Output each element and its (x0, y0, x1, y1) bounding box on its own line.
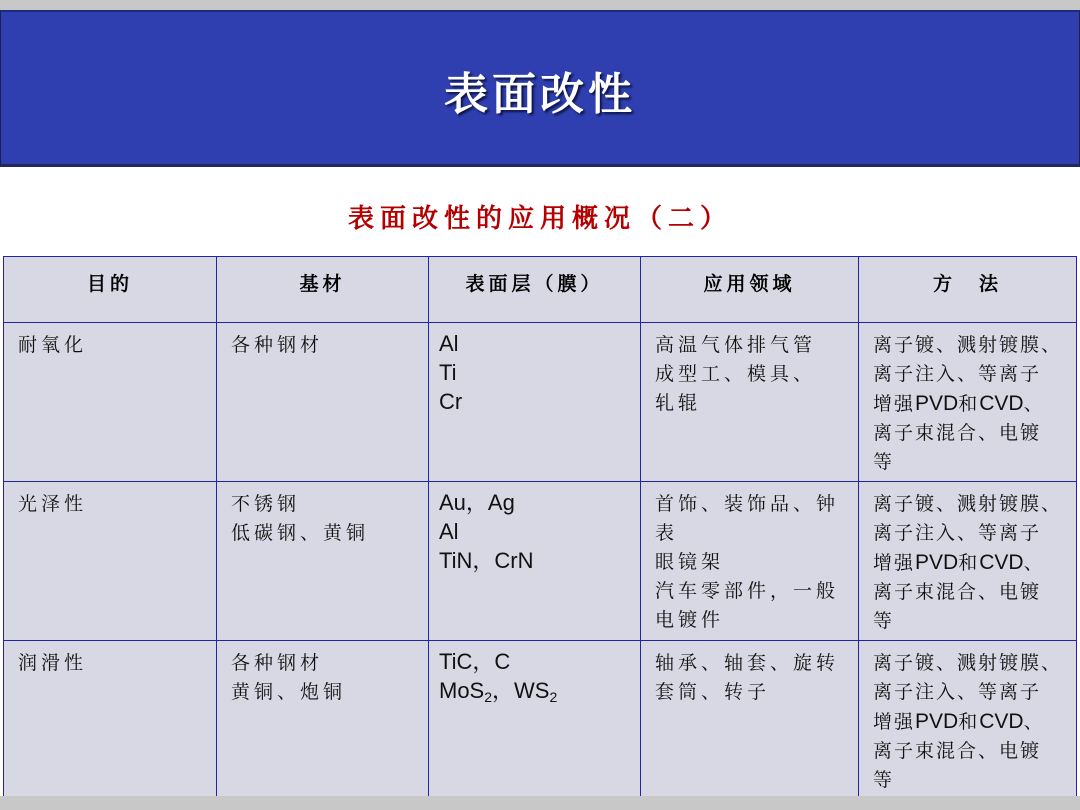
method-cvd: CVD (979, 551, 1024, 574)
application-line: 成型工、模具、 (655, 363, 817, 385)
header-application: 应用领域 (641, 257, 859, 323)
method-text: 、 (1023, 393, 1045, 415)
method-line: 离子束混合、电镀 (873, 740, 1042, 762)
cell-surface-layer (429, 482, 641, 641)
method-line: 离子镀、溅射镀膜、 (873, 493, 1063, 515)
method-text: 和 (958, 552, 980, 574)
layer-line (439, 676, 628, 705)
application-line: 高温气体排气管 (655, 334, 817, 356)
method-text: 和 (958, 393, 980, 415)
header-method: 方 法 (859, 257, 1077, 323)
method-line: 等 (873, 610, 895, 632)
method-text: 增强 (873, 711, 916, 733)
method-cvd: CVD (979, 392, 1024, 415)
purpose-text: 耐氧化 (18, 334, 88, 356)
substrate-line: 不锈钢 (231, 493, 301, 515)
method-line: 离子镀、溅射镀膜、 (873, 652, 1063, 674)
cell-method (859, 641, 1077, 800)
method-pvd: PVD (915, 710, 959, 733)
application-line: 首饰、装饰品、钟 (655, 493, 840, 515)
method-line (873, 389, 1064, 419)
purpose-text: 光泽性 (18, 493, 88, 515)
method-text: 和 (958, 711, 980, 733)
application-line: 汽车零部件，一般 (655, 580, 840, 602)
cell-substrate (217, 641, 429, 800)
method-line: 离子镀、溅射镀膜、 (873, 334, 1063, 356)
cell-surface-layer (429, 641, 641, 800)
method-text: 增强 (873, 393, 916, 415)
table-subtitle: 表面改性的应用概况（二） (347, 204, 732, 234)
top-strip (0, 0, 1080, 10)
application-line: 轧辊 (655, 392, 702, 414)
header-substrate: 基材 (217, 257, 429, 323)
method-line: 等 (873, 451, 895, 473)
substrate-line: 各种钢材 (231, 652, 324, 674)
title-banner (0, 10, 1080, 167)
table-row (4, 641, 1077, 800)
method-line: 离子束混合、电镀 (873, 581, 1042, 603)
layer-line: Al (439, 519, 459, 544)
cell-substrate (217, 323, 429, 482)
method-line: 离子注入、等离子 (873, 522, 1042, 544)
layer-line: TiN，CrN (439, 548, 534, 573)
layer-line: Al (439, 331, 459, 356)
method-line (873, 707, 1064, 737)
purpose-text: 润滑性 (18, 652, 88, 674)
header-surface-layer: 表面层（膜） (429, 257, 641, 323)
cell-purpose (4, 641, 217, 800)
cell-application (641, 482, 859, 641)
method-pvd: PVD (915, 392, 959, 415)
cell-purpose (4, 482, 217, 641)
method-pvd: PVD (915, 551, 959, 574)
method-line: 离子注入、等离子 (873, 363, 1042, 385)
application-line: 电镀件 (655, 609, 725, 631)
cell-application (641, 641, 859, 800)
application-line: 轴承、轴套、旋转 (655, 652, 840, 674)
table-header-row (4, 257, 1077, 323)
table-row (4, 482, 1077, 641)
method-text: 增强 (873, 552, 916, 574)
substrate-line: 黄铜、炮铜 (231, 681, 347, 703)
table-row (4, 323, 1077, 482)
cell-surface-layer (429, 323, 641, 482)
layer-subscript: 2 (549, 689, 558, 705)
layer-subscript: 2 (484, 689, 493, 705)
header-purpose: 目的 (4, 257, 217, 323)
application-line: 表 (655, 522, 679, 544)
cell-application (641, 323, 859, 482)
method-line: 离子注入、等离子 (873, 681, 1042, 703)
slide-title: 表面改性 (444, 69, 636, 120)
method-cvd: CVD (979, 710, 1024, 733)
substrate-line: 低碳钢、黄铜 (231, 522, 370, 544)
application-line: 眼镜架 (655, 551, 725, 573)
layer-line: Ti (439, 360, 457, 385)
layer-line: Au，Ag (439, 490, 515, 515)
method-text: 、 (1023, 711, 1045, 733)
method-line (873, 548, 1064, 578)
method-text: 、 (1023, 552, 1045, 574)
bottom-strip (0, 796, 1080, 810)
cell-purpose (4, 323, 217, 482)
cell-substrate (217, 482, 429, 641)
layer-text: MoS (439, 678, 485, 703)
cell-method (859, 323, 1077, 482)
substrate-line: 各种钢材 (231, 334, 324, 356)
layer-text: ，WS (492, 678, 550, 703)
method-line: 等 (873, 769, 895, 791)
surface-modification-table (3, 256, 1077, 800)
layer-line: TiC，C (439, 649, 511, 674)
cell-method (859, 482, 1077, 641)
application-line: 套筒、转子 (655, 681, 771, 703)
layer-line: Cr (439, 389, 463, 414)
method-line: 离子束混合、电镀 (873, 422, 1042, 444)
